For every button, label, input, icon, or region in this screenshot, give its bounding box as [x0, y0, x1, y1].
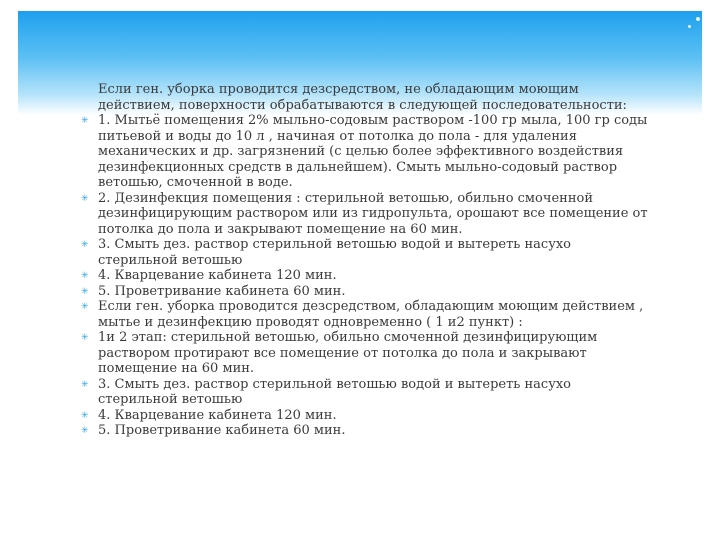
- list-item-text: Если ген. уборка проводится дезсредством, не обладающим моющим действием, поверхности обрабатываются в следующей последовательности:: [98, 82, 627, 113]
- sparkle-bullet-icon: ✳: [81, 379, 89, 390]
- list-item-text: 1и 2 этап: стерильной ветошью, обильно смоченной дезинфицирующим раствором протирают все помещение от потолка до пола и закрывают помещение на 60 мин.: [98, 330, 598, 376]
- sparkle-bullet-icon: ✳: [81, 426, 89, 436]
- list-item-text: 3. Смыть дез. раствор стерильной ветошью водой и вытереть насухо стерильной ветошью: [98, 376, 572, 407]
- list-item-text: 3. Смыть дез. раствор стерильной ветошью водой и вытереть насухо стерильной ветошью: [98, 237, 572, 268]
- slide-content: [78, 82, 648, 439]
- list-item: [78, 268, 648, 284]
- sparkle-bullet-icon: ✳: [81, 193, 89, 204]
- sparkle-decoration-icon: [688, 25, 691, 28]
- sparkle-bullet-icon: ✳: [81, 333, 89, 343]
- sparkle-bullet-icon: ✳: [81, 410, 89, 421]
- sparkle-bullet-icon: ✳: [81, 271, 89, 281]
- list-item-text: 5. Проветривание кабинета 60 мин.: [98, 283, 346, 299]
- list-item: [78, 423, 648, 439]
- list-item: [78, 408, 648, 424]
- sparkle-bullet-icon: ✳: [81, 116, 89, 126]
- list-item: [78, 377, 648, 408]
- list-item-text: 2. Дезинфекция помещения : стерильной ветошью, обильно смоченной дезинфицирующим раствором или из гидропульта, орошают все помещение от потолка до пола и закрывают помещение на 60 мин.: [98, 190, 648, 237]
- list-item: [78, 284, 648, 300]
- list-item: [78, 82, 648, 113]
- list-item-text: 4. Кварцевание кабинета 120 мин.: [98, 407, 337, 423]
- list-item-text: 5. Проветривание кабинета 60 мин.: [98, 423, 346, 438]
- list-item-text: 4. Кварцевание кабинета 120 мин.: [98, 268, 337, 283]
- list-item: [78, 299, 648, 330]
- list-item-text: Если ген. уборка проводится дезсредством, обладающим моющим действием , мытье и дезинфекцию проводят одновременно ( 1 и2 пункт) :: [98, 299, 644, 330]
- bullet-list: [78, 82, 648, 439]
- sparkle-bullet-icon: ✳: [81, 302, 89, 312]
- sparkle-bullet-icon: ✳: [81, 286, 89, 297]
- list-item-text: 1. Мытьё помещения 2% мыльно-содовым раствором -100 гр мыла, 100 гр соды питьевой и воды до 10 л , начиная от потолка до пола - для удаления механических и др. загрязнений (с целью более эффективного воздействия дезинфекционных средств в дальнейшем). Смыть мыльно-содовый раствор ветошью, смоченной в воде.: [98, 113, 648, 190]
- list-item: [78, 113, 648, 191]
- list-item: [78, 191, 648, 238]
- sparkle-bullet-icon: ✳: [81, 240, 89, 250]
- sparkle-decoration-icon: [696, 17, 700, 21]
- list-item: [78, 237, 648, 268]
- list-item: [78, 330, 648, 377]
